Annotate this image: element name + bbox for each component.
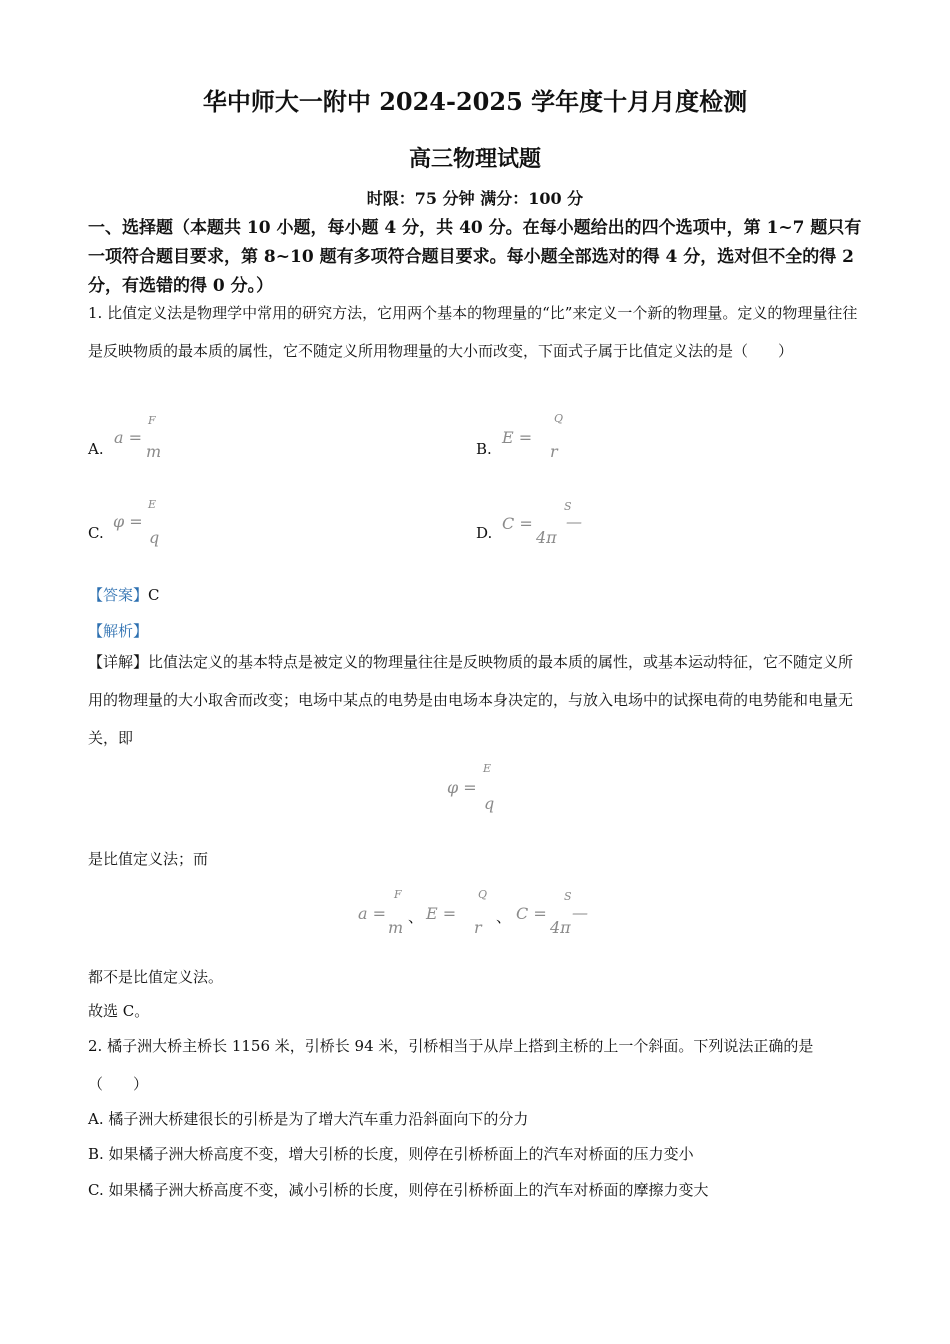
formula-list xyxy=(358,888,608,940)
formula-numerator: E xyxy=(483,762,492,775)
option-a-formula xyxy=(114,412,174,462)
section-instructions: 一、选择题（本题共 10 小题，每小题 4 分，共 40 分。在每小题给出的四个选项中，第 1~7 题只有一项符合题目要求，第 8~10 题有多项符合题目要求。每小题全部选对的得 4 分，选对但不全的得 2 分，有选错的得 0 分。） xyxy=(88,218,862,296)
not-ratio-text: 都不是比值定义法。 xyxy=(88,968,224,986)
formula-numerator: Q xyxy=(554,412,564,425)
formula-lhs: C = xyxy=(502,514,533,533)
formula-c-denominator: 4π xyxy=(550,918,571,937)
formula-c-numerator: S xyxy=(564,890,572,903)
question-2-option-b: B. 如果橘子洲大桥高度不变，增大引桥的长度，则停在引桥桥面上的汽车对桥面的压力变小 xyxy=(88,1145,694,1163)
formula-e-lhs: E = xyxy=(426,904,457,923)
formula-e-numerator: Q xyxy=(478,888,488,901)
formula-lhs: a = xyxy=(114,428,143,447)
formula-c-tail: — xyxy=(572,903,588,922)
formula-a-numerator: F xyxy=(394,888,402,901)
formula-phi xyxy=(447,762,507,814)
question-2-stem: 2. 橘子洲大桥主桥长 1156 米，引桥长 94 米，引桥相当于从岸上搭到主桥的上一个斜面。下列说法正确的是（ ） xyxy=(88,1037,814,1093)
exam-title: 华中师大一附中 2024-2025 学年度十月月度检测 xyxy=(202,87,748,116)
formula-lhs: φ = xyxy=(447,778,477,797)
option-a-label: A. xyxy=(88,440,104,458)
option-d-formula xyxy=(502,496,592,546)
answer-tag: 【答案】 xyxy=(88,586,149,604)
formula-tail: — xyxy=(566,512,582,531)
formula-a-denominator: m xyxy=(388,918,404,937)
conclusion-text: 故选 C。 xyxy=(88,1002,150,1020)
detail-tag: 【详解】 xyxy=(88,653,149,671)
formula-separator: 、 xyxy=(496,908,512,926)
analysis-tag: 【解析】 xyxy=(88,622,149,640)
option-b-label: B. xyxy=(476,440,492,458)
detail-text: 比值法定义的基本特点是被定义的物理量往往是反映物质的最本质的属性，或基本运动特征，它不随定义所用的物理量的大小取舍而改变；电场中某点的电势是由电场本身决定的，与放入电场中的试探电荷的电势能和电量无关，即 xyxy=(88,653,854,747)
formula-a-lhs: a = xyxy=(358,904,387,923)
formula-numerator: F xyxy=(148,414,156,427)
formula-numerator: E xyxy=(148,498,157,511)
question-1-stem: 1. 比值定义法是物理学中常用的研究方法，它用两个基本的物理量的“比”来定义一个新的物理量。定义的物理量往往是反映物质的最本质的属性，它不随定义所用物理量的大小而改变，下面式子属于比值定义法的是（ ） xyxy=(88,304,858,360)
formula-lhs: φ = xyxy=(113,512,143,531)
option-b-formula xyxy=(502,412,572,462)
question-2-option-c: C. 如果橘子洲大桥高度不变，减小引桥的长度，则停在引桥桥面上的汽车对桥面的摩擦力变大 xyxy=(88,1181,709,1199)
exam-meta: 时限：75 分钟 满分：100 分 xyxy=(366,189,584,208)
formula-lhs: E = xyxy=(502,428,533,447)
formula-e-denominator: r xyxy=(474,918,482,937)
exam-subtitle: 高三物理试题 xyxy=(408,146,541,172)
is-ratio-text: 是比值定义法；而 xyxy=(88,850,209,868)
option-d-label: D. xyxy=(476,524,493,542)
formula-c-lhs: C = xyxy=(516,904,547,923)
formula-denominator: m xyxy=(146,442,162,461)
formula-denominator: q xyxy=(149,528,160,547)
question-2-option-a: A. 橘子洲大桥建很长的引桥是为了增大汽车重力沿斜面向下的分力 xyxy=(88,1110,529,1128)
answer-line xyxy=(88,584,160,605)
answer-value: C xyxy=(148,586,160,604)
option-c-label: C. xyxy=(88,524,104,542)
formula-numerator: S xyxy=(564,500,572,513)
formula-separator: 、 xyxy=(408,908,424,926)
formula-denominator: q xyxy=(484,794,495,813)
formula-denominator: 4π xyxy=(536,528,557,547)
formula-denominator: r xyxy=(550,442,558,461)
option-c-formula xyxy=(113,496,173,546)
detail-paragraph xyxy=(88,643,863,757)
